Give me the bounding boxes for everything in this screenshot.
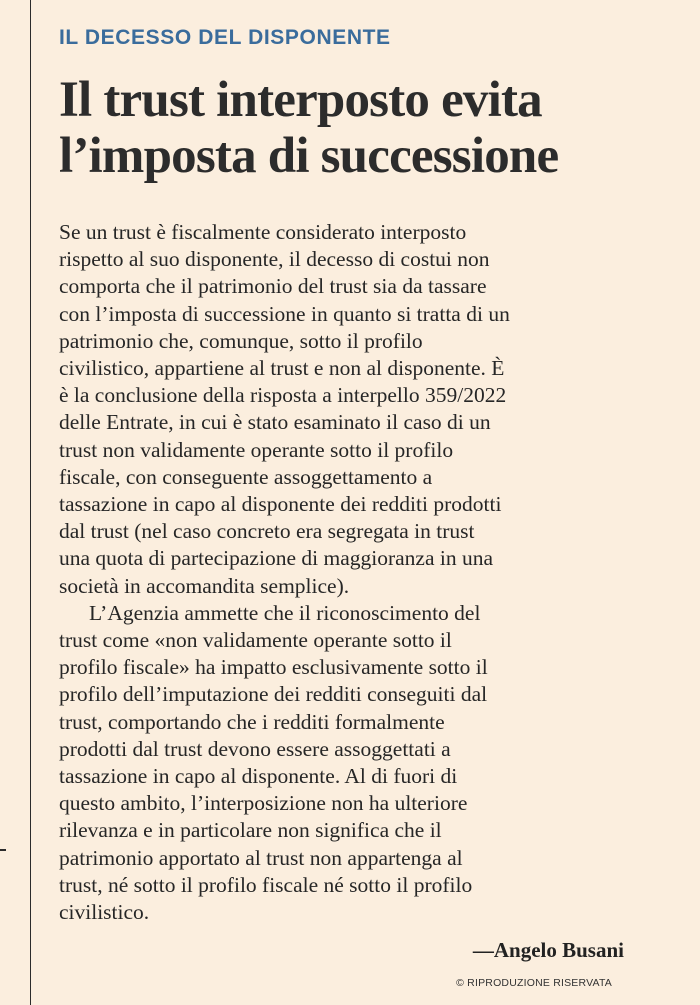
column-divider (30, 0, 31, 1005)
edge-tick-mark (0, 849, 6, 851)
body-line: trust, comportando che i redditi formalmente (59, 709, 445, 734)
body-line: profilo fiscale» ha impatto esclusivamente sotto il (59, 655, 488, 680)
copyright-notice: © RIPRODUZIONE RISERVATA (456, 977, 612, 989)
body-line: comporta che il patrimonio del trust sia da tassare (59, 274, 487, 299)
body-line: una quota di partecipazione di maggioranza in una (59, 546, 494, 571)
body-line: civilistico, appartiene al trust e non al disponente. È (59, 356, 505, 381)
body-line: prodotti dal trust devono essere assoggettati a (59, 736, 451, 761)
body-line: patrimonio che, comunque, sotto il profilo (59, 328, 423, 353)
body-line: dal trust (nel caso concreto era segregata in trust (59, 519, 475, 544)
body-line: rilevanza e in particolare non significa che il (59, 818, 442, 843)
body-line: profilo dell’imputazione dei redditi conseguiti dal (59, 682, 488, 707)
author-byline: —Angelo Busani (472, 938, 624, 962)
body-line: Se un trust è fiscalmente considerato interposto (59, 220, 467, 244)
headline-line: Il trust interposto evita (59, 72, 542, 128)
body-line: tassazione in capo al disponente dei redditi prodotti (59, 492, 502, 517)
body-line: delle Entrate, in cui è stato esaminato il caso di un (59, 410, 491, 435)
body-line: trust come «non validamente operante sotto il (59, 628, 452, 653)
body-line: è la conclusione della risposta a interpello 359/2022 (59, 383, 507, 408)
body-line: civilistico. (59, 900, 150, 925)
body-line: L’Agenzia ammette che il riconoscimento del (89, 600, 481, 625)
body-line: patrimonio apportato al trust non appartenga al (59, 845, 463, 870)
kicker: IL DECESSO DEL DISPONENTE (59, 26, 391, 49)
body-line: tassazione in capo al disponente. Al di fuori di (59, 764, 458, 789)
body-line: questo ambito, l’interposizione non ha ulteriore (59, 791, 468, 816)
body-line: trust, né sotto il profilo fiscale né sotto il profilo (59, 872, 473, 897)
body-line: con l’imposta di successione in quanto si tratta di un (59, 301, 510, 326)
body-line: trust non validamente operante sotto il profilo (59, 437, 454, 462)
article-body (59, 219, 619, 926)
body-line: società in accomandita semplice). (59, 573, 350, 598)
paragraph-1 (59, 219, 619, 600)
headline (59, 72, 558, 184)
paragraph-2 (59, 600, 619, 926)
headline-line: l’imposta di successione (59, 128, 559, 184)
body-line: rispetto al suo disponente, il decesso di costui non (59, 247, 490, 272)
body-line: fiscale, con conseguente assoggettamento a (59, 464, 433, 489)
